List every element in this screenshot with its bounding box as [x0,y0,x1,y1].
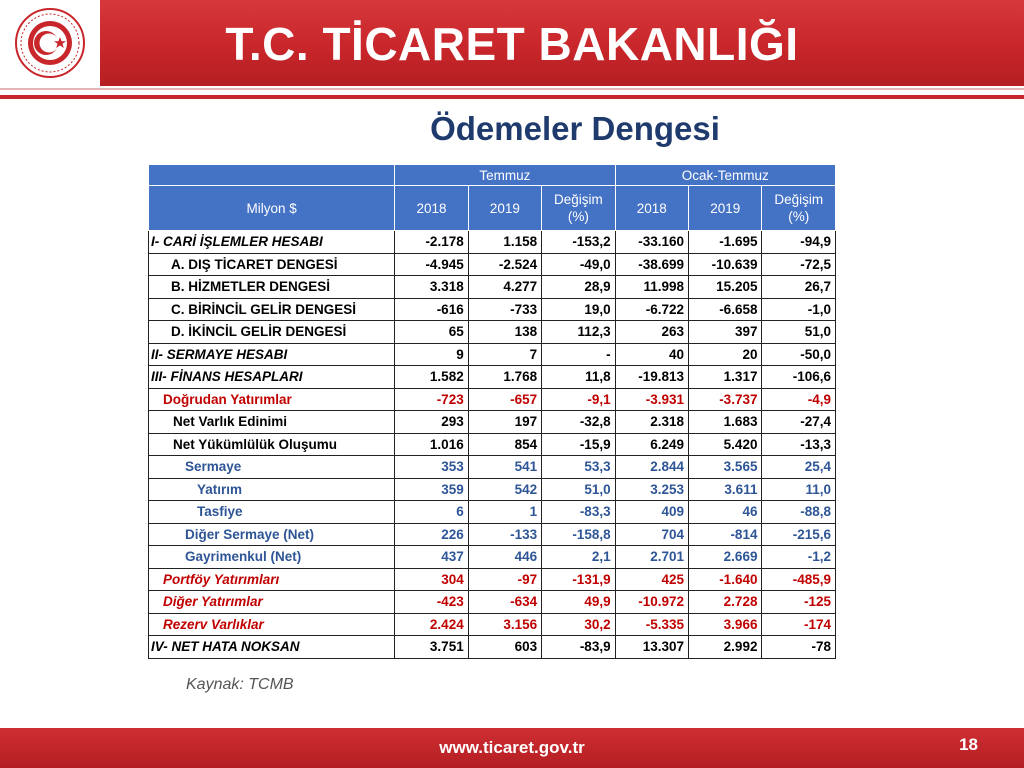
row-value: -657 [468,388,541,411]
row-value: 112,3 [542,321,615,344]
row-value: -10.639 [689,253,762,276]
row-value: 425 [615,568,688,591]
row-value: -94,9 [762,231,836,254]
row-label: D. İKİNCİL GELİR DENGESİ [149,321,395,344]
row-value: 1.582 [395,366,468,389]
row-value: 3.611 [689,478,762,501]
row-value: -133 [468,523,541,546]
balance-of-payments-table [148,164,836,659]
row-value: - [542,343,615,366]
slide-subtitle: Ödemeler Dengesi [430,110,720,147]
row-value: 3.156 [468,613,541,636]
row-value: 2,1 [542,546,615,569]
row-value: 20 [689,343,762,366]
row-value: 541 [468,456,541,479]
row-value: -125 [762,591,836,614]
group-header-july: Temmuz [395,165,615,186]
row-label: Sermaye [149,456,395,479]
row-value: 15.205 [689,276,762,299]
row-value: 2.844 [615,456,688,479]
row-value: -1,0 [762,298,836,321]
table-row [149,276,836,299]
row-label: Portföy Yatırımları [149,568,395,591]
row-value: -723 [395,388,468,411]
table-row [149,298,836,321]
row-value: 138 [468,321,541,344]
row-value: -9,1 [542,388,615,411]
row-value: -78 [762,636,836,659]
column-header-2019: 2019 [468,186,541,231]
row-value: -50,0 [762,343,836,366]
table-row [149,388,836,411]
row-label: C. BİRİNCİL GELİR DENGESİ [149,298,395,321]
row-value: 3.318 [395,276,468,299]
row-label: Diğer Yatırımlar [149,591,395,614]
table-row [149,613,836,636]
row-value: 2.318 [615,411,688,434]
row-value: -106,6 [762,366,836,389]
row-value: -616 [395,298,468,321]
row-label: IV- NET HATA NOKSAN [149,636,395,659]
row-value: 542 [468,478,541,501]
row-label: I- CARİ İŞLEMLER HESABI [149,231,395,254]
table-row [149,456,836,479]
row-label: B. HİZMETLER DENGESİ [149,276,395,299]
row-value: 7 [468,343,541,366]
row-value: 603 [468,636,541,659]
row-value: 19,0 [542,298,615,321]
row-value: 704 [615,523,688,546]
header-divider [0,95,1024,99]
column-header-2018-cumulative: 2018 [615,186,688,231]
row-value: 397 [689,321,762,344]
row-value: -174 [762,613,836,636]
row-value: -1.640 [689,568,762,591]
row-value: 197 [468,411,541,434]
row-label: Net Yükümlülük Oluşumu [149,433,395,456]
table-row [149,321,836,344]
row-value: -131,9 [542,568,615,591]
row-value: 11.998 [615,276,688,299]
source-note: Kaynak: TCMB [186,676,294,693]
row-value: -423 [395,591,468,614]
logo-box [0,0,100,86]
row-value: 1.016 [395,433,468,456]
row-value: 1.158 [468,231,541,254]
row-value: 446 [468,546,541,569]
table-row [149,343,836,366]
row-value: -83,9 [542,636,615,659]
column-header-change-cumulative: Değişim (%) [762,186,836,231]
row-value: -32,8 [542,411,615,434]
row-value: -733 [468,298,541,321]
row-value: -4.945 [395,253,468,276]
row-value: 40 [615,343,688,366]
table-row [149,231,836,254]
row-value: -3.931 [615,388,688,411]
table-row [149,523,836,546]
row-value: 359 [395,478,468,501]
row-value: -215,6 [762,523,836,546]
column-header-label: Milyon $ [149,186,395,231]
table-row [149,411,836,434]
row-value: -158,8 [542,523,615,546]
row-value: 53,3 [542,456,615,479]
row-value: 9 [395,343,468,366]
table-row [149,253,836,276]
table-row [149,636,836,659]
table-row [149,478,836,501]
row-value: 49,9 [542,591,615,614]
row-value: 28,9 [542,276,615,299]
row-value: 293 [395,411,468,434]
row-value: 353 [395,456,468,479]
table-row [149,433,836,456]
row-value: 226 [395,523,468,546]
row-label: Tasfiye [149,501,395,524]
row-value: -3.737 [689,388,762,411]
row-value: -38.699 [615,253,688,276]
row-value: 25,4 [762,456,836,479]
row-value: -88,8 [762,501,836,524]
row-value: -4,9 [762,388,836,411]
row-value: -27,4 [762,411,836,434]
row-value: 46 [689,501,762,524]
page-number: 18 [959,735,978,754]
row-value: 11,0 [762,478,836,501]
row-value: 4.277 [468,276,541,299]
row-value: 3.253 [615,478,688,501]
row-value: -97 [468,568,541,591]
ministry-seal-icon [10,6,90,80]
row-value: 1.683 [689,411,762,434]
row-value: 30,2 [542,613,615,636]
row-value: -83,3 [542,501,615,524]
column-header-change: Değişim (%) [542,186,615,231]
table-row [149,366,836,389]
row-value: -6.722 [615,298,688,321]
row-value: -15,9 [542,433,615,456]
row-value: 854 [468,433,541,456]
row-value: 263 [615,321,688,344]
row-value: 409 [615,501,688,524]
row-value: 1 [468,501,541,524]
row-label: Net Varlık Edinimi [149,411,395,434]
row-value: 2.669 [689,546,762,569]
row-value: -33.160 [615,231,688,254]
column-header-2018: 2018 [395,186,468,231]
row-value: 2.701 [615,546,688,569]
header-blank-cell [149,165,395,186]
row-value: 13.307 [615,636,688,659]
row-label: Rezerv Varlıklar [149,613,395,636]
row-label: Yatırım [149,478,395,501]
table-row [149,546,836,569]
row-value: -6.658 [689,298,762,321]
row-value: -2.524 [468,253,541,276]
row-value: 3.565 [689,456,762,479]
row-value: 1.768 [468,366,541,389]
row-value: -153,2 [542,231,615,254]
row-value: 26,7 [762,276,836,299]
row-value: 2.728 [689,591,762,614]
row-value: -72,5 [762,253,836,276]
table-row [149,501,836,524]
row-value: 5.420 [689,433,762,456]
row-value: 11,8 [542,366,615,389]
row-value: -1,2 [762,546,836,569]
app-title: T.C. TİCARET BAKANLIĞI [225,18,799,70]
column-header-2019-cumulative: 2019 [689,186,762,231]
row-value: -2.178 [395,231,468,254]
row-value: 3.751 [395,636,468,659]
row-label: II- SERMAYE HESABI [149,343,395,366]
row-value: 51,0 [762,321,836,344]
footer-url-link[interactable]: www.ticaret.gov.tr [439,738,585,757]
row-value: -19.813 [615,366,688,389]
row-label: Gayrimenkul (Net) [149,546,395,569]
row-value: -634 [468,591,541,614]
row-value: 1.317 [689,366,762,389]
table-row [149,568,836,591]
row-label: Diğer Sermaye (Net) [149,523,395,546]
row-value: 6 [395,501,468,524]
row-value: 437 [395,546,468,569]
row-value: -814 [689,523,762,546]
row-value: 65 [395,321,468,344]
group-header-jan-july: Ocak-Temmuz [615,165,835,186]
row-value: 6.249 [615,433,688,456]
row-value: -1.695 [689,231,762,254]
row-value: -485,9 [762,568,836,591]
row-value: 51,0 [542,478,615,501]
row-value: 2.992 [689,636,762,659]
row-label: A. DIŞ TİCARET DENGESİ [149,253,395,276]
row-value: -5.335 [615,613,688,636]
header-divider-thin [0,88,1024,90]
table-row [149,591,836,614]
row-value: -13,3 [762,433,836,456]
row-label: III- FİNANS HESAPLARI [149,366,395,389]
row-value: -49,0 [542,253,615,276]
row-value: 304 [395,568,468,591]
row-value: 2.424 [395,613,468,636]
footer-bar [0,728,1024,768]
row-value: 3.966 [689,613,762,636]
row-value: -10.972 [615,591,688,614]
row-label: Doğrudan Yatırımlar [149,388,395,411]
